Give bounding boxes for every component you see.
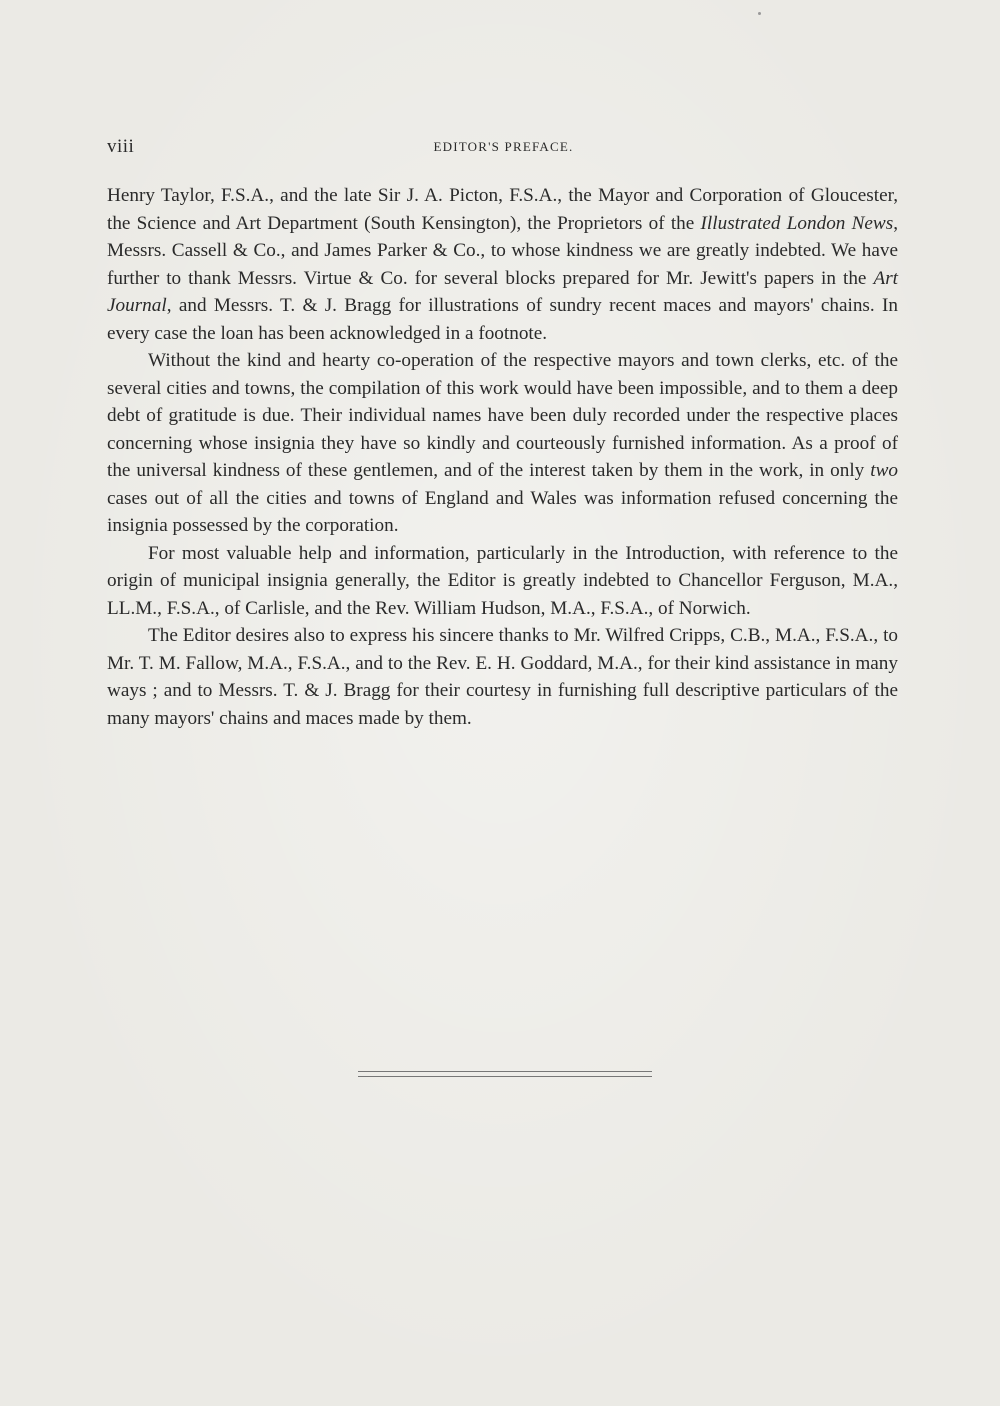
text-run: Henry Taylor, F.S.A., and the late Sir J. A. Picton, F.S.A., the Mayor and Corporation of Gloucester, the Science and Art Department (South Kensington), the Proprietors of the bbox=[107, 185, 898, 234]
paragraph-4 bbox=[107, 622, 898, 732]
paragraph-2 bbox=[107, 347, 898, 540]
italic-title: Illustrated London News bbox=[700, 212, 894, 234]
page-number: viii bbox=[107, 136, 135, 157]
running-head: EDITOR'S PREFACE. bbox=[433, 139, 574, 154]
text-run: The Editor desires also to express his sincere thanks to Mr. Wilfred Cripps, C.B., M.A., F.S.A., to Mr. T. M. Fallow, M.A., F.S.A., and to the Rev. E. H. Goddard, M.A., for their kind assistance in many ways ; and to Messrs. T. & J. Bragg for their courtesy in furnishing full descriptive particulars of the many mayors' chains and maces made by them. bbox=[107, 625, 898, 729]
italic-title: Art Journal bbox=[107, 267, 898, 316]
text-run: cases out of all the cities and towns of England and Wales was information refused concerning the insignia possessed by the corporation. bbox=[107, 487, 898, 536]
paper-speck bbox=[758, 12, 761, 15]
text-run: , Messrs. Cassell & Co., and James Parker & Co., to whose kindness we are greatly indebted. We have further to thank Messrs. Virtue & Co. for several blocks prepared for Mr. Jewitt's papers in the bbox=[107, 212, 898, 289]
text-run: Without the kind and hearty co-operation of the respective mayors and town clerks, etc. of the several cities and towns, the compilation of this work would have been impossible, and to them a deep debt of gratitude is due. Their individual names have been duly recorded under the respective places concerning whose insignia they have so kindly and courteously furnished information. As a proof of the universal kindness of these gentlemen, and of the interest taken by them in the work, in only bbox=[107, 350, 898, 481]
body-text bbox=[107, 182, 898, 732]
section-end-rule bbox=[358, 1071, 652, 1077]
italic-title: two bbox=[870, 460, 898, 481]
paragraph-1 bbox=[107, 182, 898, 347]
text-run: For most valuable help and information, particularly in the Introduction, with reference to the origin of municipal insignia generally, the Editor is greatly indebted to Chancellor Ferguson, M.A., LL.M., F.S.A., of Carlisle, and the Rev. William Hudson, M.A., F.S.A., of Norwich. bbox=[107, 542, 898, 619]
page-header bbox=[107, 136, 900, 160]
text-run: , and Messrs. T. & J. Bragg for illustrations of sundry recent maces and mayors' chains. In every case the loan has been acknowledged in a footnote. bbox=[107, 295, 898, 344]
paragraph-3 bbox=[107, 540, 898, 623]
